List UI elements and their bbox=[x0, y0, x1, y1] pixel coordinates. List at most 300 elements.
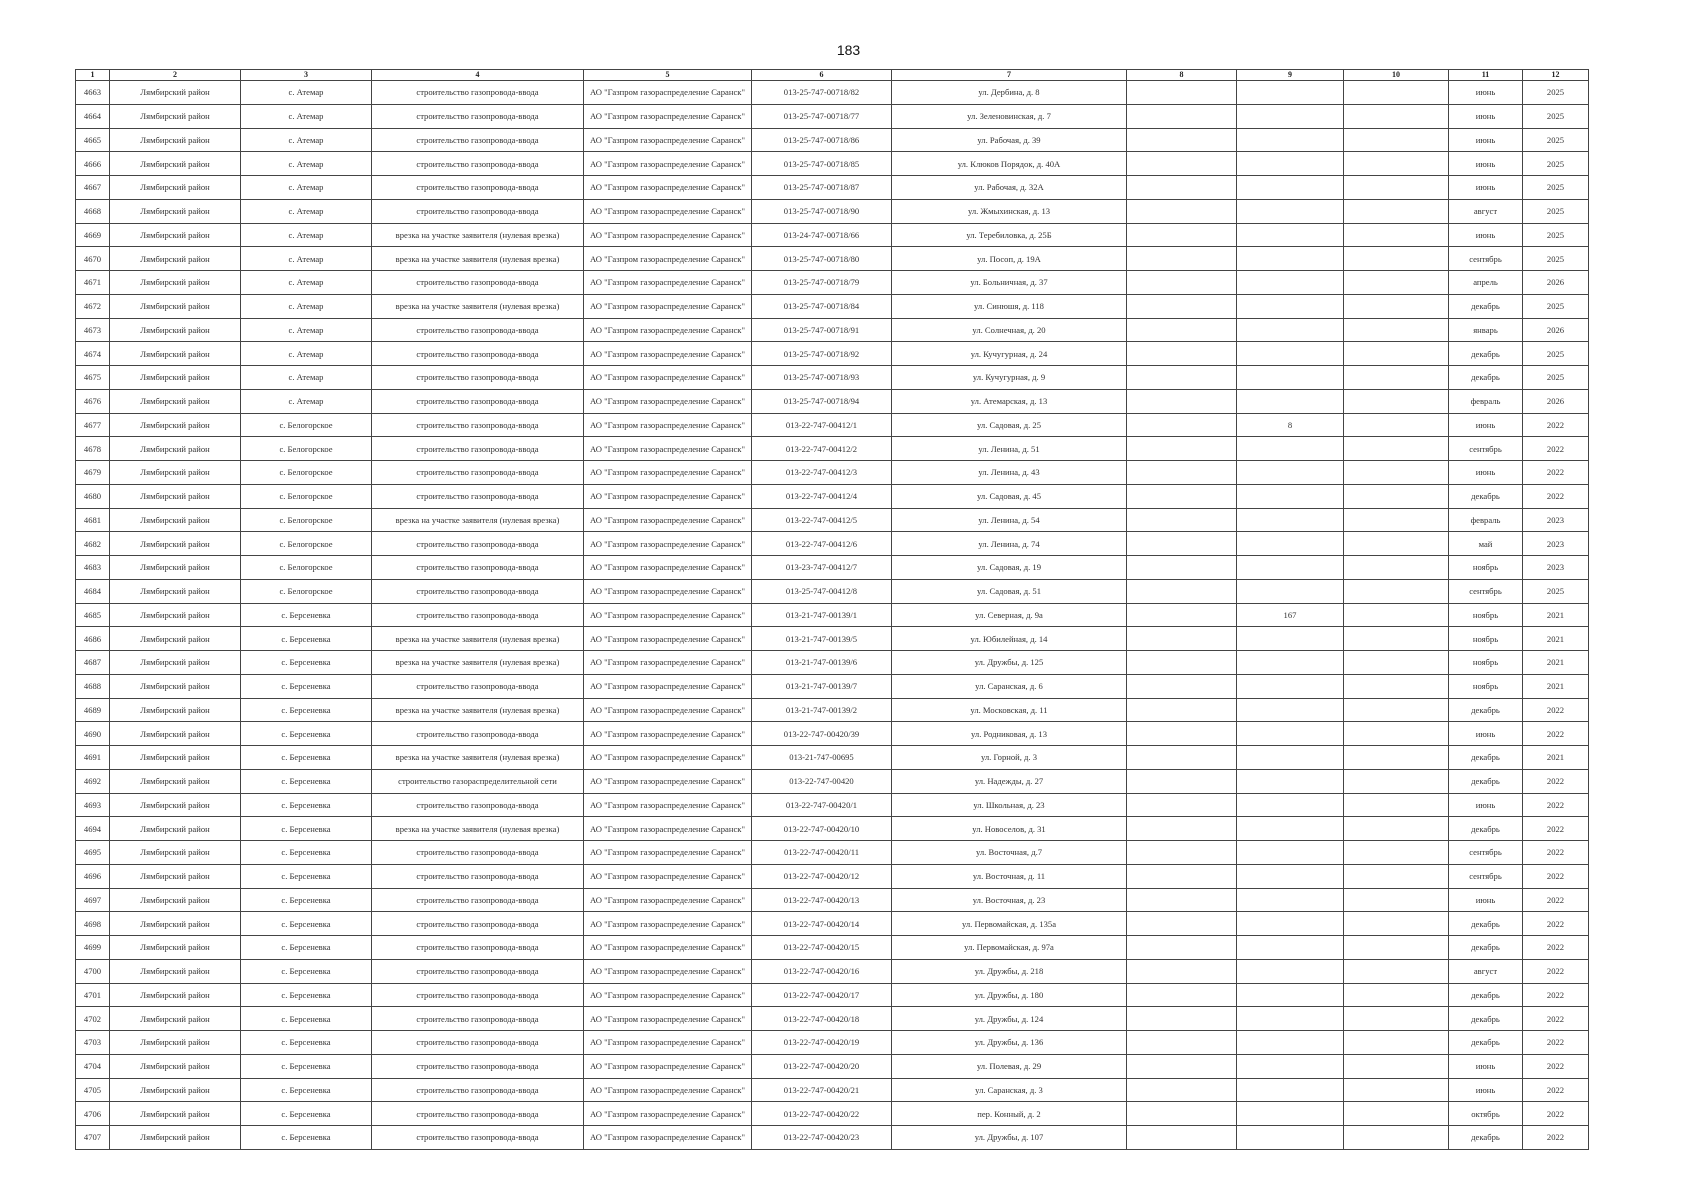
cell-year: 2022 bbox=[1523, 841, 1589, 865]
cell-row-number: 4673 bbox=[76, 318, 110, 342]
cell-settlement: с. Берсеневка bbox=[241, 793, 372, 817]
cell-col-10 bbox=[1344, 864, 1449, 888]
cell-col-9 bbox=[1237, 817, 1344, 841]
cell-district: Лямбирский район bbox=[110, 1102, 241, 1126]
cell-application-number: 013-21-747-00139/5 bbox=[752, 627, 892, 651]
cell-month: июнь bbox=[1449, 793, 1523, 817]
cell-col-10 bbox=[1344, 342, 1449, 366]
cell-district: Лямбирский район bbox=[110, 556, 241, 580]
cell-organization: АО "Газпром газораспределение Саранск" bbox=[584, 579, 752, 603]
cell-district: Лямбирский район bbox=[110, 912, 241, 936]
cell-col-10 bbox=[1344, 294, 1449, 318]
cell-year: 2022 bbox=[1523, 461, 1589, 485]
cell-application-number: 013-22-747-00420/16 bbox=[752, 959, 892, 983]
cell-col-10 bbox=[1344, 793, 1449, 817]
cell-application-number: 013-22-747-00420/19 bbox=[752, 1031, 892, 1055]
cell-application-number: 013-22-747-00420/23 bbox=[752, 1126, 892, 1150]
cell-month: декабрь bbox=[1449, 698, 1523, 722]
cell-month: ноябрь bbox=[1449, 674, 1523, 698]
cell-month: сентябрь bbox=[1449, 841, 1523, 865]
cell-application-number: 013-22-747-00420/17 bbox=[752, 983, 892, 1007]
cell-year: 2025 bbox=[1523, 579, 1589, 603]
cell-district: Лямбирский район bbox=[110, 674, 241, 698]
cell-settlement: с. Атемар bbox=[241, 81, 372, 105]
cell-district: Лямбирский район bbox=[110, 128, 241, 152]
cell-row-number: 4675 bbox=[76, 366, 110, 390]
cell-col-9 bbox=[1237, 674, 1344, 698]
cell-address: ул. Ленина, д. 74 bbox=[892, 532, 1127, 556]
cell-row-number: 4706 bbox=[76, 1102, 110, 1126]
cell-year: 2022 bbox=[1523, 936, 1589, 960]
table-row bbox=[76, 271, 1589, 295]
cell-col-9 bbox=[1237, 1126, 1344, 1150]
cell-work-type: врезка на участке заявителя (нулевая врезка) bbox=[372, 746, 584, 770]
cell-settlement: с. Атемар bbox=[241, 389, 372, 413]
cell-work-type: строительство газопровода-ввода bbox=[372, 318, 584, 342]
cell-work-type: строительство газопровода-ввода bbox=[372, 461, 584, 485]
cell-col-10 bbox=[1344, 556, 1449, 580]
cell-district: Лямбирский район bbox=[110, 318, 241, 342]
cell-district: Лямбирский район bbox=[110, 532, 241, 556]
cell-work-type: врезка на участке заявителя (нулевая врезка) bbox=[372, 651, 584, 675]
cell-col-8 bbox=[1127, 746, 1237, 770]
table-row bbox=[76, 888, 1589, 912]
table-row bbox=[76, 864, 1589, 888]
cell-work-type: врезка на участке заявителя (нулевая врезка) bbox=[372, 508, 584, 532]
table-row bbox=[76, 128, 1589, 152]
cell-year: 2022 bbox=[1523, 413, 1589, 437]
cell-application-number: 013-22-747-00412/5 bbox=[752, 508, 892, 532]
cell-col-9 bbox=[1237, 746, 1344, 770]
cell-address: ул. Садовая, д. 45 bbox=[892, 484, 1127, 508]
cell-address: ул. Жмыхинская, д. 13 bbox=[892, 199, 1127, 223]
table-row bbox=[76, 793, 1589, 817]
cell-month: декабрь bbox=[1449, 1031, 1523, 1055]
cell-settlement: с. Берсеневка bbox=[241, 1126, 372, 1150]
cell-settlement: с. Белогорское bbox=[241, 508, 372, 532]
cell-application-number: 013-21-747-00139/1 bbox=[752, 603, 892, 627]
column-header: 8 bbox=[1127, 70, 1237, 81]
cell-organization: АО "Газпром газораспределение Саранск" bbox=[584, 983, 752, 1007]
cell-col-10 bbox=[1344, 484, 1449, 508]
cell-year: 2026 bbox=[1523, 389, 1589, 413]
cell-year: 2022 bbox=[1523, 698, 1589, 722]
cell-row-number: 4678 bbox=[76, 437, 110, 461]
cell-row-number: 4693 bbox=[76, 793, 110, 817]
cell-address: ул. Садовая, д. 25 bbox=[892, 413, 1127, 437]
table-row bbox=[76, 318, 1589, 342]
cell-address: ул. Зеленовинская, д. 7 bbox=[892, 104, 1127, 128]
cell-row-number: 4695 bbox=[76, 841, 110, 865]
cell-col-9 bbox=[1237, 912, 1344, 936]
cell-row-number: 4684 bbox=[76, 579, 110, 603]
table-row bbox=[76, 1054, 1589, 1078]
cell-col-10 bbox=[1344, 223, 1449, 247]
cell-address: ул. Московская, д. 11 bbox=[892, 698, 1127, 722]
cell-year: 2025 bbox=[1523, 366, 1589, 390]
cell-col-8 bbox=[1127, 389, 1237, 413]
table-row bbox=[76, 722, 1589, 746]
cell-work-type: строительство газопровода-ввода bbox=[372, 199, 584, 223]
cell-month: декабрь bbox=[1449, 484, 1523, 508]
cell-address: ул. Теребиловка, д. 25Б bbox=[892, 223, 1127, 247]
cell-address: ул. Дербина, д. 8 bbox=[892, 81, 1127, 105]
cell-settlement: с. Белогорское bbox=[241, 461, 372, 485]
cell-col-10 bbox=[1344, 674, 1449, 698]
table-row bbox=[76, 81, 1589, 105]
cell-organization: АО "Газпром газораспределение Саранск" bbox=[584, 176, 752, 200]
cell-application-number: 013-25-747-00718/93 bbox=[752, 366, 892, 390]
cell-organization: АО "Газпром газораспределение Саранск" bbox=[584, 223, 752, 247]
column-header: 5 bbox=[584, 70, 752, 81]
cell-organization: АО "Газпром газораспределение Саранск" bbox=[584, 769, 752, 793]
cell-row-number: 4666 bbox=[76, 152, 110, 176]
cell-work-type: врезка на участке заявителя (нулевая врезка) bbox=[372, 223, 584, 247]
table-row bbox=[76, 817, 1589, 841]
cell-col-10 bbox=[1344, 1102, 1449, 1126]
cell-row-number: 4699 bbox=[76, 936, 110, 960]
cell-col-9 bbox=[1237, 342, 1344, 366]
cell-col-8 bbox=[1127, 271, 1237, 295]
column-header: 10 bbox=[1344, 70, 1449, 81]
cell-month: сентябрь bbox=[1449, 579, 1523, 603]
cell-col-9: 167 bbox=[1237, 603, 1344, 627]
cell-work-type: строительство газопровода-ввода bbox=[372, 342, 584, 366]
table-row bbox=[76, 556, 1589, 580]
cell-organization: АО "Газпром газораспределение Саранск" bbox=[584, 556, 752, 580]
table-row bbox=[76, 176, 1589, 200]
cell-col-8 bbox=[1127, 817, 1237, 841]
cell-col-8 bbox=[1127, 532, 1237, 556]
cell-application-number: 013-22-747-00412/6 bbox=[752, 532, 892, 556]
cell-address: ул. Рабочая, д. 39 bbox=[892, 128, 1127, 152]
cell-year: 2022 bbox=[1523, 1031, 1589, 1055]
cell-year: 2025 bbox=[1523, 128, 1589, 152]
cell-col-9 bbox=[1237, 461, 1344, 485]
cell-col-10 bbox=[1344, 81, 1449, 105]
cell-work-type: строительство газопровода-ввода bbox=[372, 556, 584, 580]
cell-settlement: с. Атемар bbox=[241, 128, 372, 152]
cell-col-9 bbox=[1237, 176, 1344, 200]
cell-col-10 bbox=[1344, 318, 1449, 342]
cell-col-10 bbox=[1344, 841, 1449, 865]
cell-application-number: 013-24-747-00718/66 bbox=[752, 223, 892, 247]
cell-col-10 bbox=[1344, 1126, 1449, 1150]
cell-work-type: строительство газопровода-ввода bbox=[372, 1078, 584, 1102]
cell-application-number: 013-21-747-00139/7 bbox=[752, 674, 892, 698]
cell-district: Лямбирский район bbox=[110, 223, 241, 247]
cell-year: 2026 bbox=[1523, 318, 1589, 342]
cell-col-10 bbox=[1344, 461, 1449, 485]
cell-row-number: 4700 bbox=[76, 959, 110, 983]
cell-col-8 bbox=[1127, 959, 1237, 983]
table-row bbox=[76, 746, 1589, 770]
cell-settlement: с. Берсеневка bbox=[241, 769, 372, 793]
cell-col-9 bbox=[1237, 888, 1344, 912]
cell-month: декабрь bbox=[1449, 746, 1523, 770]
cell-organization: АО "Газпром газораспределение Саранск" bbox=[584, 936, 752, 960]
cell-year: 2021 bbox=[1523, 603, 1589, 627]
column-header: 2 bbox=[110, 70, 241, 81]
cell-year: 2022 bbox=[1523, 1007, 1589, 1031]
cell-organization: АО "Газпром газораспределение Саранск" bbox=[584, 294, 752, 318]
cell-month: февраль bbox=[1449, 508, 1523, 532]
cell-year: 2021 bbox=[1523, 674, 1589, 698]
cell-application-number: 013-25-747-00718/77 bbox=[752, 104, 892, 128]
cell-col-9 bbox=[1237, 1031, 1344, 1055]
cell-month: август bbox=[1449, 199, 1523, 223]
column-header: 1 bbox=[76, 70, 110, 81]
cell-work-type: строительство газопровода-ввода bbox=[372, 579, 584, 603]
table-row bbox=[76, 579, 1589, 603]
cell-work-type: строительство газопровода-ввода bbox=[372, 983, 584, 1007]
cell-col-9 bbox=[1237, 864, 1344, 888]
cell-row-number: 4690 bbox=[76, 722, 110, 746]
cell-col-10 bbox=[1344, 508, 1449, 532]
cell-year: 2025 bbox=[1523, 104, 1589, 128]
cell-row-number: 4670 bbox=[76, 247, 110, 271]
table-row bbox=[76, 841, 1589, 865]
cell-application-number: 013-22-747-00420/12 bbox=[752, 864, 892, 888]
cell-address: ул. Дружбы, д. 136 bbox=[892, 1031, 1127, 1055]
cell-work-type: строительство газопровода-ввода bbox=[372, 271, 584, 295]
cell-application-number: 013-25-747-00718/86 bbox=[752, 128, 892, 152]
cell-col-8 bbox=[1127, 556, 1237, 580]
cell-settlement: с. Атемар bbox=[241, 104, 372, 128]
cell-col-8 bbox=[1127, 318, 1237, 342]
cell-work-type: строительство газопровода-ввода bbox=[372, 864, 584, 888]
cell-work-type: строительство газопровода-ввода bbox=[372, 603, 584, 627]
cell-address: ул. Ленина, д. 51 bbox=[892, 437, 1127, 461]
cell-address: ул. Родниковая, д. 13 bbox=[892, 722, 1127, 746]
cell-organization: АО "Газпром газораспределение Саранск" bbox=[584, 722, 752, 746]
cell-month: сентябрь bbox=[1449, 864, 1523, 888]
cell-year: 2025 bbox=[1523, 294, 1589, 318]
cell-col-9 bbox=[1237, 81, 1344, 105]
cell-month: декабрь bbox=[1449, 817, 1523, 841]
cell-col-10 bbox=[1344, 888, 1449, 912]
cell-organization: АО "Газпром газораспределение Саранск" bbox=[584, 912, 752, 936]
cell-month: июнь bbox=[1449, 176, 1523, 200]
cell-address: ул. Садовая, д. 51 bbox=[892, 579, 1127, 603]
table-row bbox=[76, 199, 1589, 223]
cell-month: июнь bbox=[1449, 413, 1523, 437]
cell-col-10 bbox=[1344, 271, 1449, 295]
cell-work-type: врезка на участке заявителя (нулевая врезка) bbox=[372, 247, 584, 271]
cell-col-10 bbox=[1344, 817, 1449, 841]
cell-application-number: 013-25-747-00718/92 bbox=[752, 342, 892, 366]
cell-col-8 bbox=[1127, 294, 1237, 318]
cell-col-8 bbox=[1127, 342, 1237, 366]
cell-settlement: с. Берсеневка bbox=[241, 936, 372, 960]
cell-row-number: 4686 bbox=[76, 627, 110, 651]
cell-col-9 bbox=[1237, 128, 1344, 152]
cell-year: 2022 bbox=[1523, 722, 1589, 746]
cell-col-9 bbox=[1237, 1102, 1344, 1126]
cell-work-type: строительство газопровода-ввода bbox=[372, 722, 584, 746]
cell-month: ноябрь bbox=[1449, 627, 1523, 651]
cell-row-number: 4676 bbox=[76, 389, 110, 413]
cell-col-9 bbox=[1237, 247, 1344, 271]
cell-address: ул. Дружбы, д. 124 bbox=[892, 1007, 1127, 1031]
cell-row-number: 4672 bbox=[76, 294, 110, 318]
cell-district: Лямбирский район bbox=[110, 508, 241, 532]
cell-col-10 bbox=[1344, 983, 1449, 1007]
cell-col-8 bbox=[1127, 1102, 1237, 1126]
cell-address: ул. Саранская, д. 3 bbox=[892, 1078, 1127, 1102]
cell-organization: АО "Газпром газораспределение Саранск" bbox=[584, 841, 752, 865]
cell-work-type: строительство газораспределительной сети bbox=[372, 769, 584, 793]
cell-row-number: 4692 bbox=[76, 769, 110, 793]
cell-application-number: 013-22-747-00412/1 bbox=[752, 413, 892, 437]
cell-settlement: с. Белогорское bbox=[241, 437, 372, 461]
cell-application-number: 013-22-747-00420/11 bbox=[752, 841, 892, 865]
cell-application-number: 013-23-747-00412/7 bbox=[752, 556, 892, 580]
cell-organization: АО "Газпром газораспределение Саранск" bbox=[584, 484, 752, 508]
cell-address: ул. Восточная, д. 11 bbox=[892, 864, 1127, 888]
cell-address: ул. Синюшя, д. 118 bbox=[892, 294, 1127, 318]
cell-row-number: 4663 bbox=[76, 81, 110, 105]
cell-row-number: 4677 bbox=[76, 413, 110, 437]
cell-col-9 bbox=[1237, 294, 1344, 318]
cell-col-8 bbox=[1127, 81, 1237, 105]
cell-application-number: 013-22-747-00420/20 bbox=[752, 1054, 892, 1078]
table-row bbox=[76, 627, 1589, 651]
cell-row-number: 4688 bbox=[76, 674, 110, 698]
cell-col-8 bbox=[1127, 722, 1237, 746]
cell-work-type: строительство газопровода-ввода bbox=[372, 413, 584, 437]
table-row bbox=[76, 1007, 1589, 1031]
cell-district: Лямбирский район bbox=[110, 413, 241, 437]
cell-col-10 bbox=[1344, 1007, 1449, 1031]
cell-organization: АО "Газпром газораспределение Саранск" bbox=[584, 247, 752, 271]
table-row bbox=[76, 959, 1589, 983]
cell-work-type: строительство газопровода-ввода bbox=[372, 81, 584, 105]
cell-application-number: 013-22-747-00412/4 bbox=[752, 484, 892, 508]
cell-settlement: с. Берсеневка bbox=[241, 603, 372, 627]
cell-work-type: строительство газопровода-ввода bbox=[372, 484, 584, 508]
cell-application-number: 013-25-747-00412/8 bbox=[752, 579, 892, 603]
cell-address: ул. Ленина, д. 54 bbox=[892, 508, 1127, 532]
cell-month: ноябрь bbox=[1449, 603, 1523, 627]
cell-col-8 bbox=[1127, 912, 1237, 936]
cell-organization: АО "Газпром газораспределение Саранск" bbox=[584, 1007, 752, 1031]
cell-col-10 bbox=[1344, 247, 1449, 271]
cell-col-10 bbox=[1344, 128, 1449, 152]
cell-work-type: строительство газопровода-ввода bbox=[372, 366, 584, 390]
column-header: 9 bbox=[1237, 70, 1344, 81]
cell-district: Лямбирский район bbox=[110, 461, 241, 485]
cell-settlement: с. Берсеневка bbox=[241, 698, 372, 722]
cell-month: декабрь bbox=[1449, 1126, 1523, 1150]
cell-settlement: с. Берсеневка bbox=[241, 912, 372, 936]
cell-year: 2022 bbox=[1523, 1126, 1589, 1150]
cell-month: ноябрь bbox=[1449, 556, 1523, 580]
cell-settlement: с. Белогорское bbox=[241, 484, 372, 508]
cell-district: Лямбирский район bbox=[110, 817, 241, 841]
cell-year: 2023 bbox=[1523, 556, 1589, 580]
cell-organization: АО "Газпром газораспределение Саранск" bbox=[584, 674, 752, 698]
cell-row-number: 4665 bbox=[76, 128, 110, 152]
cell-application-number: 013-25-747-00718/79 bbox=[752, 271, 892, 295]
cell-address: ул. Садовая, д. 19 bbox=[892, 556, 1127, 580]
cell-col-8 bbox=[1127, 104, 1237, 128]
cell-settlement: с. Берсеневка bbox=[241, 1031, 372, 1055]
column-header: 6 bbox=[752, 70, 892, 81]
cell-col-9 bbox=[1237, 271, 1344, 295]
cell-col-8 bbox=[1127, 484, 1237, 508]
cell-col-8 bbox=[1127, 199, 1237, 223]
cell-application-number: 013-22-747-00420/21 bbox=[752, 1078, 892, 1102]
table-row bbox=[76, 698, 1589, 722]
cell-col-10 bbox=[1344, 603, 1449, 627]
cell-address: ул. Надежды, д. 27 bbox=[892, 769, 1127, 793]
cell-organization: АО "Газпром газораспределение Саранск" bbox=[584, 651, 752, 675]
cell-organization: АО "Газпром газораспределение Саранск" bbox=[584, 793, 752, 817]
cell-address: ул. Полевая, д. 29 bbox=[892, 1054, 1127, 1078]
cell-address: ул. Кучугурная, д. 9 bbox=[892, 366, 1127, 390]
cell-year: 2021 bbox=[1523, 746, 1589, 770]
cell-col-8 bbox=[1127, 864, 1237, 888]
cell-col-9 bbox=[1237, 556, 1344, 580]
cell-month: декабрь bbox=[1449, 1007, 1523, 1031]
table-row bbox=[76, 247, 1589, 271]
cell-organization: АО "Газпром газораспределение Саранск" bbox=[584, 271, 752, 295]
cell-organization: АО "Газпром газораспределение Саранск" bbox=[584, 627, 752, 651]
cell-col-10 bbox=[1344, 579, 1449, 603]
cell-application-number: 013-21-747-00139/6 bbox=[752, 651, 892, 675]
cell-district: Лямбирский район bbox=[110, 81, 241, 105]
table-row bbox=[76, 484, 1589, 508]
cell-address: пер. Конный, д. 2 bbox=[892, 1102, 1127, 1126]
cell-row-number: 4698 bbox=[76, 912, 110, 936]
table-row bbox=[76, 651, 1589, 675]
table-row bbox=[76, 437, 1589, 461]
cell-year: 2025 bbox=[1523, 152, 1589, 176]
cell-month: декабрь bbox=[1449, 936, 1523, 960]
cell-district: Лямбирский район bbox=[110, 983, 241, 1007]
cell-col-10 bbox=[1344, 936, 1449, 960]
cell-organization: АО "Газпром газораспределение Саранск" bbox=[584, 1054, 752, 1078]
cell-year: 2022 bbox=[1523, 912, 1589, 936]
cell-settlement: с. Атемар bbox=[241, 223, 372, 247]
cell-col-8 bbox=[1127, 128, 1237, 152]
cell-application-number: 013-22-747-00420 bbox=[752, 769, 892, 793]
cell-organization: АО "Газпром газораспределение Саранск" bbox=[584, 1102, 752, 1126]
cell-month: июнь bbox=[1449, 722, 1523, 746]
cell-col-10 bbox=[1344, 651, 1449, 675]
cell-address: ул. Больничная, д. 37 bbox=[892, 271, 1127, 295]
cell-col-8 bbox=[1127, 1126, 1237, 1150]
cell-settlement: с. Атемар bbox=[241, 342, 372, 366]
cell-year: 2022 bbox=[1523, 437, 1589, 461]
cell-year: 2023 bbox=[1523, 532, 1589, 556]
cell-application-number: 013-22-747-00420/18 bbox=[752, 1007, 892, 1031]
cell-organization: АО "Газпром газораспределение Саранск" bbox=[584, 1031, 752, 1055]
cell-application-number: 013-25-747-00718/85 bbox=[752, 152, 892, 176]
cell-district: Лямбирский район bbox=[110, 1054, 241, 1078]
cell-address: ул. Новоселов, д. 31 bbox=[892, 817, 1127, 841]
cell-settlement: с. Берсеневка bbox=[241, 674, 372, 698]
cell-settlement: с. Атемар bbox=[241, 366, 372, 390]
cell-organization: АО "Газпром газораспределение Саранск" bbox=[584, 888, 752, 912]
cell-application-number: 013-25-747-00718/94 bbox=[752, 389, 892, 413]
cell-settlement: с. Берсеневка bbox=[241, 888, 372, 912]
cell-settlement: с. Атемар bbox=[241, 176, 372, 200]
cell-col-10 bbox=[1344, 176, 1449, 200]
cell-row-number: 4702 bbox=[76, 1007, 110, 1031]
column-number-header bbox=[76, 70, 1589, 81]
